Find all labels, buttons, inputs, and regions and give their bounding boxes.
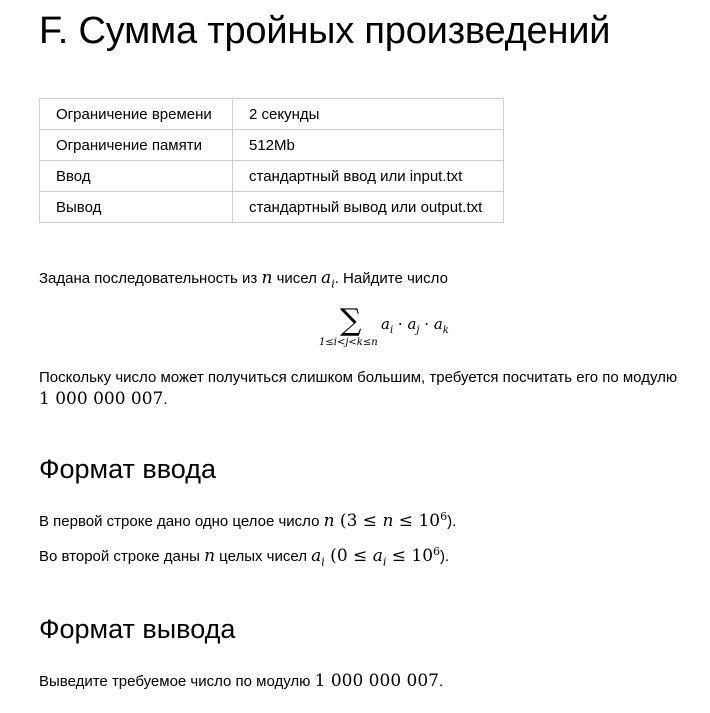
summand: $a_i \cdot a_j \cdot a_k$	[381, 315, 449, 336]
limit-value: 2 секунды	[233, 99, 504, 130]
limit-value: 512Mb	[233, 130, 504, 161]
limit-value: стандартный ввод или input.txt	[233, 161, 504, 192]
input-line-2: Во второй строке даны n целых чисел $a_i$ $(0 \le a_i \le 10^6)$.	[39, 545, 450, 569]
table-row	[40, 130, 504, 161]
statement-mod-value: 1 000 000 007.	[39, 389, 168, 409]
table-row	[40, 161, 504, 192]
limit-value: стандартный вывод или output.txt	[233, 192, 504, 223]
table-row	[40, 99, 504, 130]
table-row	[40, 192, 504, 223]
limit-key: Ввод	[40, 161, 233, 192]
sum-formula	[319, 303, 459, 354]
statement-intro: Задана последовательность из n чисел $a_i$. Найдите число	[39, 268, 448, 291]
problem-title: F. Сумма тройных произведений	[39, 10, 611, 52]
math-ai: $a_i$	[321, 268, 335, 291]
math-n: n	[261, 268, 273, 288]
input-format-heading: Формат ввода	[39, 454, 216, 484]
output-line: Выведите требуемое число по модулю 1 000 000 007.	[39, 671, 444, 691]
limits-table	[39, 98, 504, 223]
sum-range: 1≤i<j<k≤n	[319, 337, 378, 348]
sigma-symbol: ∑	[340, 303, 362, 338]
statement-mod-text: Поскольку число может получиться слишком большим, требуется посчитать его по модулю	[39, 369, 678, 386]
limit-key: Ограничение времени	[40, 99, 233, 130]
input-line-1: В первой строке дано одно целое число n $(3 \le n \le 10^6)$.	[39, 510, 457, 531]
limit-key: Вывод	[40, 192, 233, 223]
limit-key: Ограничение памяти	[40, 130, 233, 161]
output-format-heading: Формат вывода	[39, 614, 236, 644]
